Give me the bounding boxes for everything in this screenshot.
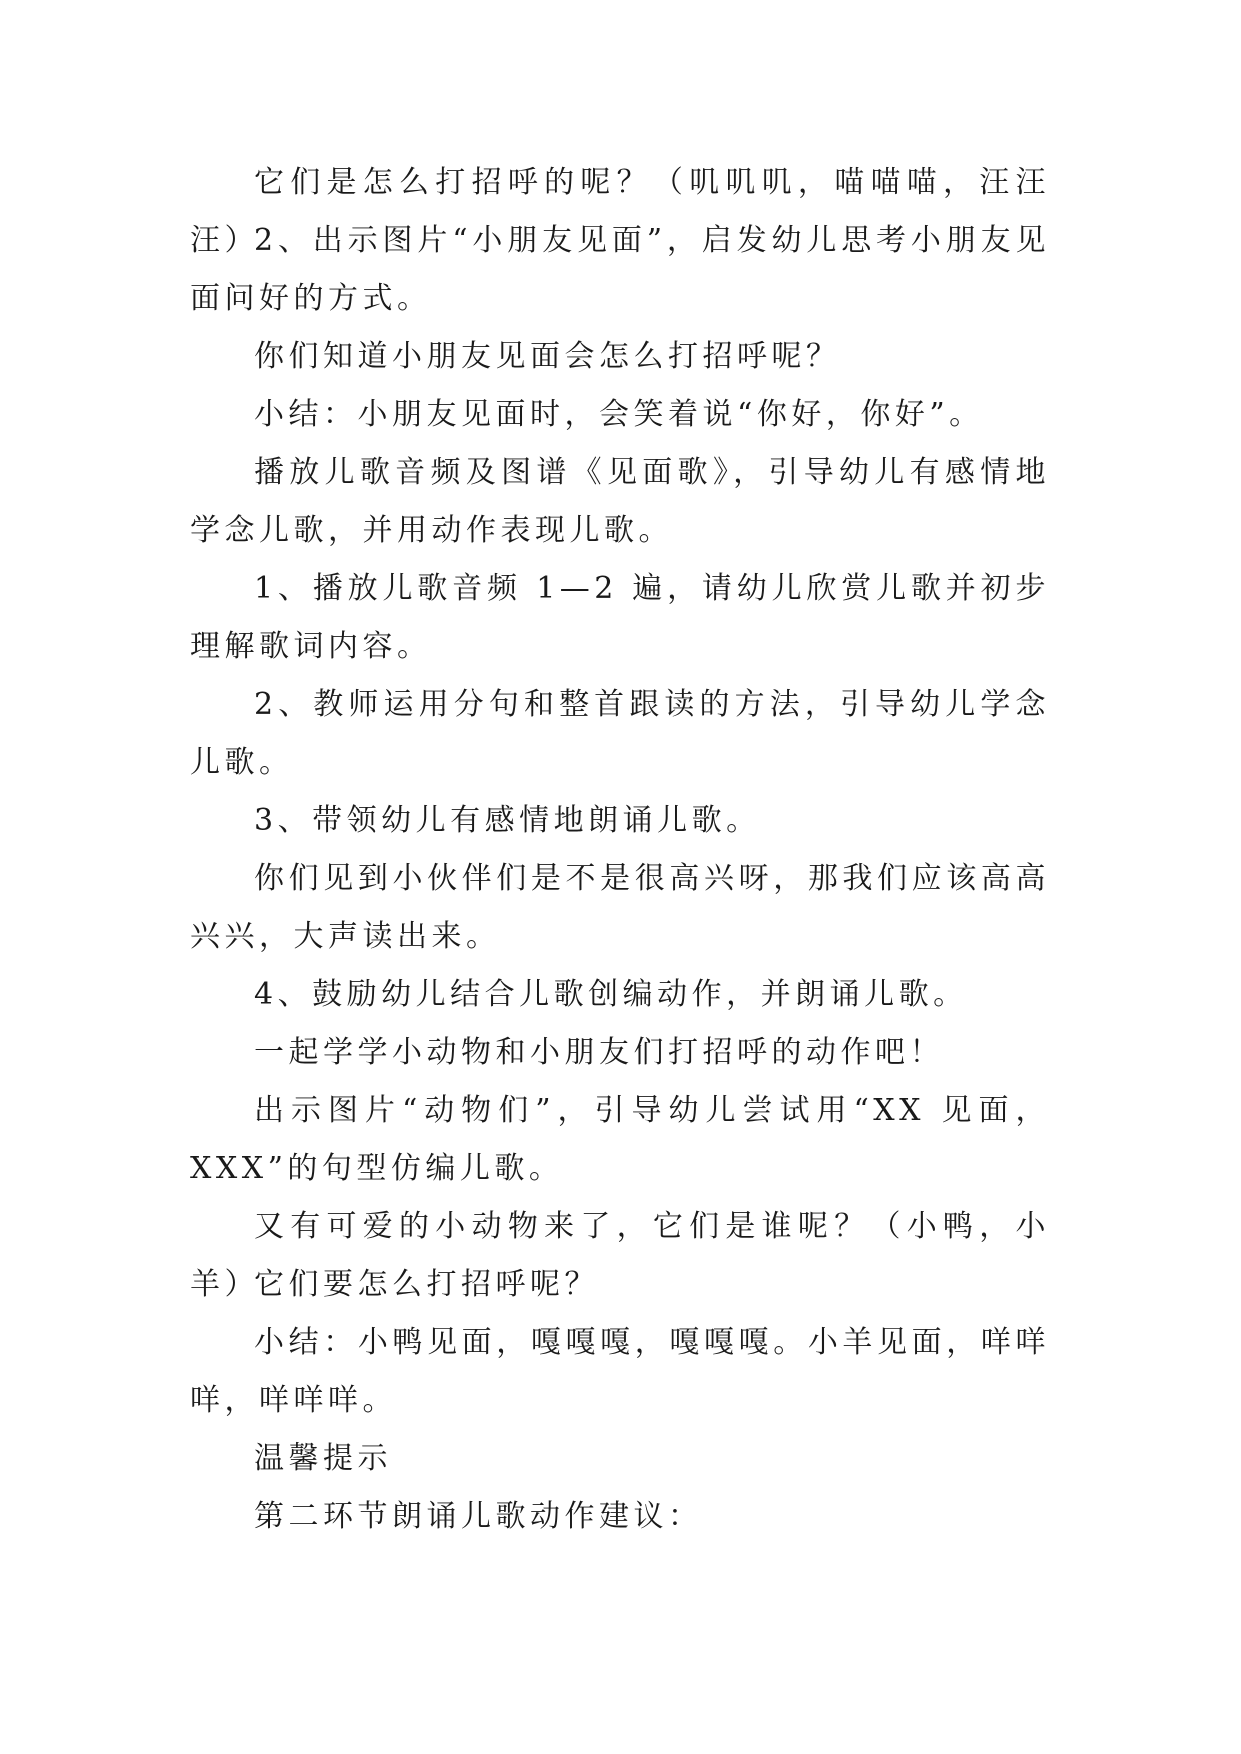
paragraph-13: 又有可爱的小动物来了，它们是谁呢？（小鸭，小羊） bbox=[190, 1209, 1050, 1302]
paragraph-15: 小结：小鸭见面，嘎嘎嘎，嘎嘎嘎。小羊见面，咩咩咩，咩咩咩。 bbox=[190, 1325, 1050, 1418]
paragraph-2: 2、出示图片“小朋友见面”，启发幼儿思考小朋友见面问好的方式。 bbox=[190, 223, 1050, 316]
paragraph-1: 它们是怎么打招呼的呢？（叽叽叽，喵喵喵，汪汪汪） bbox=[190, 165, 1050, 258]
paragraph-6: 1、播放儿歌音频 1—2 遍，请幼儿欣赏儿歌并初步理解歌词内容。 bbox=[190, 571, 1050, 664]
paragraph-11: 一起学学小动物和小朋友们打招呼的动作吧！ bbox=[254, 1035, 944, 1070]
paragraph-17: 第二环节朗诵儿歌动作建议： bbox=[254, 1499, 703, 1534]
paragraph-4: 小结：小朋友见面时，会笑着说“你好，你好”。 bbox=[254, 397, 984, 432]
paragraph-5: 播放儿歌音频及图谱《见面歌》，引导幼儿有感情地学念儿歌，并用动作表现儿歌。 bbox=[190, 455, 1050, 548]
paragraph-3: 你们知道小朋友见面会怎么打招呼呢？ bbox=[254, 339, 841, 374]
paragraph-10: 4、鼓励幼儿结合儿歌创编动作，并朗诵儿歌。 bbox=[254, 977, 968, 1012]
paragraph-7: 2、教师运用分句和整首跟读的方法，引导幼儿学念儿歌。 bbox=[190, 687, 1050, 780]
paragraph-16: 温馨提示 bbox=[254, 1441, 392, 1476]
paragraph-9: 你们见到小伙伴们是不是很高兴呀，那我们应该高高兴兴，大声读出来。 bbox=[190, 861, 1050, 954]
paragraph-12: 出示图片“动物们”，引导幼儿尝试用“XX 见面，XXX”的句型仿编儿歌。 bbox=[190, 1093, 1050, 1186]
paragraph-14: 它们要怎么打招呼呢？ bbox=[254, 1267, 599, 1302]
paragraph-8: 3、带领幼儿有感情地朗诵儿歌。 bbox=[254, 803, 761, 838]
